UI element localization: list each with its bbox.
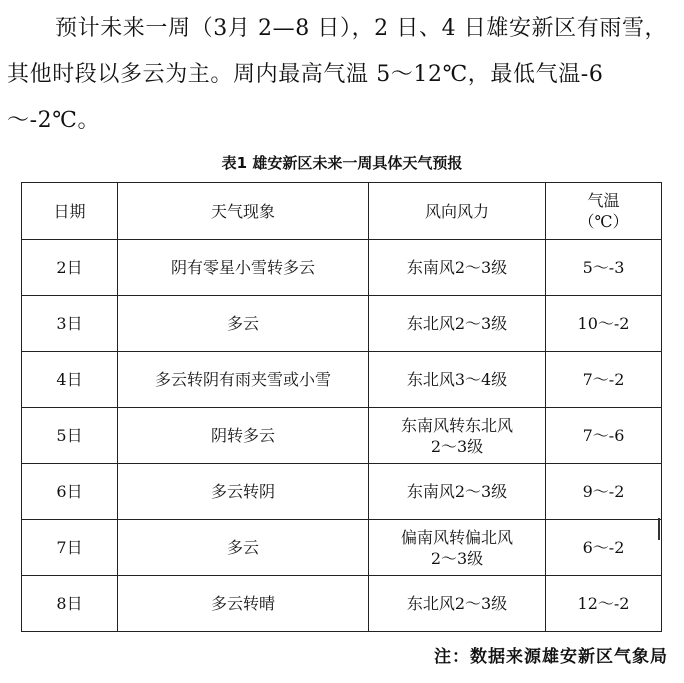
cell-weather: 阴转多云: [118, 408, 369, 464]
cell-wind-line1: 东南风2～3级: [406, 258, 508, 277]
cell-wind: [369, 464, 546, 520]
cell-temperature: 5～-3: [546, 240, 662, 296]
table-caption: 表1 雄安新区未来一周具体天气预报: [221, 154, 463, 172]
cell-wind: [369, 240, 546, 296]
data-source-note: 注：数据来源雄安新区气象局: [434, 647, 668, 667]
cell-date: 4日: [22, 352, 118, 408]
forecast-paragraph-text: 预计未来一周（3月 2—8 日），2 日、4 日雄安新区有雨雪，其他时段以多云为主。周内最高气温 5～12℃，最低气温-6～-2℃。: [7, 16, 668, 133]
cell-temperature: 6～-2: [546, 520, 662, 576]
cell-wind-line2: 2～3级: [430, 548, 484, 568]
table-row: [22, 520, 662, 576]
cell-date: 6日: [22, 464, 118, 520]
table-row: [22, 296, 662, 352]
cell-weather: 多云转阴有雨夹雪或小雪: [118, 352, 369, 408]
cell-wind-line1: 偏南风转偏北风: [400, 527, 513, 547]
cell-date: 3日: [22, 296, 118, 352]
header-temperature: [546, 183, 662, 240]
header-temperature-label: 气温: [587, 191, 620, 210]
header-temperature-unit: （℃）: [578, 212, 629, 231]
cell-wind: [369, 408, 546, 464]
table-header-row: [22, 183, 662, 240]
table-row: [22, 408, 662, 464]
cell-weather: 多云转阴: [118, 464, 369, 520]
table-row: [22, 464, 662, 520]
cell-temperature: 10～-2: [546, 296, 662, 352]
weather-forecast-table: [21, 182, 662, 632]
cell-date: 2日: [22, 240, 118, 296]
table-row: [22, 352, 662, 408]
cell-wind-line1: 东北风2～3级: [406, 314, 508, 333]
stray-vertical-mark: [658, 518, 660, 540]
cell-date: 7日: [22, 520, 118, 576]
table-row: [22, 576, 662, 632]
cell-date: 5日: [22, 408, 118, 464]
cell-wind: [369, 296, 546, 352]
cell-weather: 多云: [118, 520, 369, 576]
header-date: 日期: [22, 183, 118, 240]
cell-weather: 多云转晴: [118, 576, 369, 632]
forecast-paragraph: [7, 6, 677, 144]
cell-weather: 阴有零星小雪转多云: [118, 240, 369, 296]
cell-temperature: 7～-2: [546, 352, 662, 408]
cell-wind-line1: 东北风3～4级: [406, 370, 508, 389]
cell-temperature: 9～-2: [546, 464, 662, 520]
header-wind: 风向风力: [369, 183, 546, 240]
cell-temperature: 7～-6: [546, 408, 662, 464]
cell-wind-line1: 东南风转东北风: [400, 415, 513, 435]
cell-date: 8日: [22, 576, 118, 632]
cell-weather: 多云: [118, 296, 369, 352]
cell-wind-line1: 东南风2～3级: [406, 482, 508, 501]
cell-wind-line2: 2～3级: [430, 436, 484, 456]
cell-wind: [369, 352, 546, 408]
header-weather: 天气现象: [118, 183, 369, 240]
cell-temperature: 12～-2: [546, 576, 662, 632]
cell-wind: [369, 520, 546, 576]
cell-wind-line1: 东北风2～3级: [406, 594, 508, 613]
table-row: [22, 240, 662, 296]
cell-wind: [369, 576, 546, 632]
